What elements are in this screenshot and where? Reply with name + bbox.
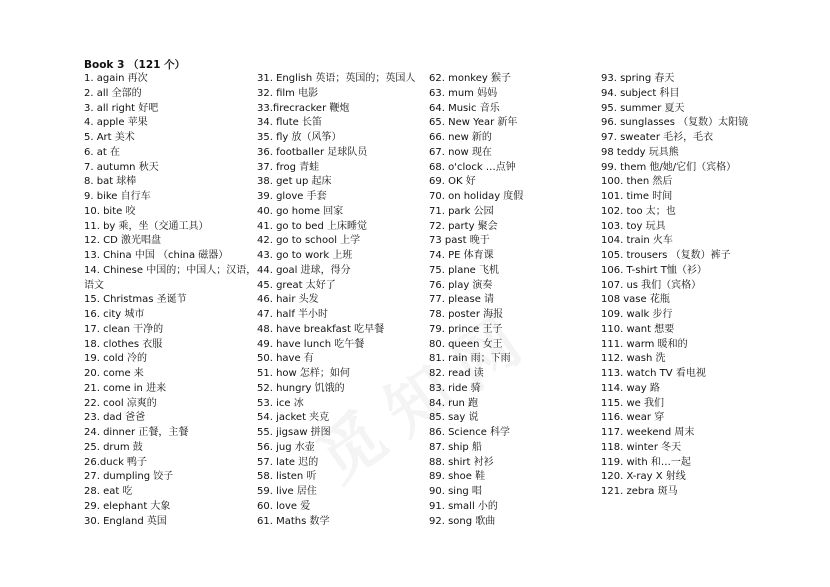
word-entry: 32. film 电影: [257, 87, 319, 99]
word-entry: 29. elephant 大象: [84, 500, 171, 512]
word-entry: 53. ice 冰: [257, 397, 304, 409]
word-entry: 43. go to work 上班: [257, 250, 353, 261]
word-entry: 7. autumn 秋天: [84, 161, 159, 173]
word-entry: 105. trousers （复数）裤子: [601, 250, 731, 261]
word-entry: 115. we 我们: [601, 397, 664, 409]
word-entry: 50. have 有: [257, 353, 314, 365]
word-entry: 27. dumpling 饺子: [84, 471, 174, 483]
word-entry: 11. by 乘，坐（交通工具）: [84, 220, 209, 232]
word-entry: 108 vase 花瓶: [601, 294, 670, 306]
word-entry: 31. English 英语；英国的；英国人: [257, 73, 416, 84]
word-entry: 45. great 太好了: [257, 279, 336, 291]
word-entry: 18. clothes 衣服: [84, 338, 163, 350]
word-entry: 56. jug 水壶: [257, 441, 315, 453]
word-entry: 37. frog 青蛙: [257, 161, 320, 173]
word-entry: 44. goal 进球，得分: [257, 264, 351, 276]
word-entry: 20. come 来: [84, 368, 144, 379]
word-entry: 51. how 怎样；如何: [257, 368, 350, 379]
word-entry: 4. apple 苹果: [84, 117, 148, 129]
word-entry: 117. weekend 周末: [601, 427, 695, 438]
word-entry: 38. get up 起床: [257, 176, 332, 188]
word-entry: 12. CD 激光唱盘: [84, 235, 161, 247]
word-entry: 79. prince 王子: [429, 323, 503, 335]
word-entry: 42. go to school 上学: [257, 235, 361, 247]
word-entry: 69. OK 好: [429, 176, 476, 188]
word-entry: 113. watch TV 看电视: [601, 368, 706, 379]
word-entry: 47. half 半小时: [257, 309, 329, 320]
word-entry: 57. late 迟的: [257, 456, 319, 468]
word-entry: 61. Maths 数学: [257, 515, 330, 527]
word-entry: 40. go home 回家: [257, 205, 344, 217]
word-entry: 99. them 他/她/它们（宾格）: [601, 161, 737, 173]
word-entry: 48. have breakfast 吃早餐: [257, 323, 385, 335]
word-entry: 23. dad 爸爸: [84, 412, 146, 424]
word-entry: 66. new 新的: [429, 132, 492, 143]
word-entry: 112. wash 洗: [601, 353, 666, 365]
word-entry: 58. listen 听: [257, 471, 317, 483]
page-title: Book 3 （121 个）: [84, 59, 186, 71]
word-entry: 100. then 然后: [601, 176, 673, 188]
word-entry: 114. way 路: [601, 382, 660, 394]
word-entry: 55. jigsaw 拼图: [257, 427, 331, 438]
word-entry: 72. party 聚会: [429, 220, 498, 232]
word-column-4: [601, 72, 781, 500]
word-entry: 116. wear 穿: [601, 412, 665, 424]
word-entry: 8. bat 球棒: [84, 176, 137, 188]
word-entry: 49. have lunch 吃午餐: [257, 338, 365, 350]
word-entry: 30. England 英国: [84, 515, 167, 527]
word-entry: 78. poster 海报: [429, 309, 504, 320]
word-entry: 110. want 想要: [601, 323, 675, 335]
word-entry: 120. X-ray X 射线: [601, 471, 686, 483]
word-entry: 118. winter 冬天: [601, 441, 682, 453]
word-entry: 102. too 太；也: [601, 205, 676, 217]
word-entry: 76. play 演奏: [429, 279, 493, 291]
word-entry: 9. bike 自行车: [84, 191, 151, 202]
word-entry: 96. sunglasses （复数）太阳镜: [601, 117, 749, 129]
word-entry: 10. bite 咬: [84, 205, 136, 217]
word-entry: 109. walk 步行: [601, 309, 673, 320]
word-entry: 93. spring 春天: [601, 73, 675, 84]
word-entry: 46. hair 头发: [257, 294, 319, 306]
word-column-1: [84, 72, 257, 529]
word-entry: 17. clean 干净的: [84, 323, 164, 335]
word-entry: 59. live 居住: [257, 486, 317, 497]
word-entry: 84. run 跑: [429, 397, 479, 409]
word-entry: 101. time 时间: [601, 191, 673, 202]
word-entry: 85. say 说: [429, 412, 479, 424]
word-entry: 97. sweater 毛衫，毛衣: [601, 132, 714, 143]
word-entry: 94. subject 科目: [601, 87, 680, 99]
word-entry: 111. warm 暖和的: [601, 338, 688, 350]
word-entry: 28. eat 吃: [84, 486, 133, 497]
word-entry: 77. please 请: [429, 294, 495, 306]
word-entry: 98 teddy 玩具熊: [601, 146, 679, 158]
word-entry: 60. love 爱: [257, 500, 311, 512]
word-entry: 88. shirt 衬衫: [429, 456, 494, 468]
word-entry: 25. drum 鼓: [84, 441, 143, 453]
word-column-2: [257, 72, 427, 529]
word-entry: 19. cold 冷的: [84, 353, 148, 365]
word-entry: 65. New Year 新年: [429, 117, 518, 129]
word-entry: 26.duck 鸭子: [84, 456, 148, 468]
word-entry: 15. Christmas 圣诞节: [84, 294, 187, 306]
word-entry: 106. T-shirt T恤（衫）: [601, 264, 707, 276]
word-entry: 13. China 中国 （china 磁器）: [84, 250, 229, 261]
word-entry: 1. again 再次: [84, 73, 148, 84]
word-entry: 119. with 和…一起: [601, 456, 691, 468]
word-column-3: [429, 72, 599, 529]
word-entry: 3. all right 好吧: [84, 102, 159, 114]
word-entry: 16. city 城市: [84, 309, 145, 320]
word-entry: 41. go to bed 上床睡觉: [257, 220, 367, 232]
word-entry: 86. Science 科学: [429, 427, 511, 438]
word-entry: 71. park 公园: [429, 205, 494, 217]
word-entry: 35. fly 放（风筝）: [257, 132, 342, 143]
word-entry: 73 past 晚于: [429, 235, 490, 247]
word-entry: 82. read 读: [429, 368, 484, 379]
word-entry: 33.firecracker 鞭炮: [257, 102, 350, 114]
word-entry: 70. on holiday 度假: [429, 191, 524, 202]
word-entry: 74. PE 体育课: [429, 250, 494, 261]
word-entry: 92. song 歌曲: [429, 515, 496, 527]
word-entry: 83. ride 骑: [429, 382, 481, 394]
word-entry: 68. o'clock …点钟: [429, 161, 516, 173]
word-entry: 5. Art 美术: [84, 132, 135, 143]
word-entry: 52. hungry 饥饿的: [257, 382, 345, 394]
word-entry: 39. glove 手套: [257, 191, 327, 202]
word-entry: 36. footballer 足球队员: [257, 146, 368, 158]
word-entry: 95. summer 夏天: [601, 102, 685, 114]
word-entry: 2. all 全部的: [84, 87, 142, 99]
word-entry: 64. Music 音乐: [429, 102, 500, 114]
word-entry: 24. dinner 正餐，主餐: [84, 427, 189, 438]
word-entry: 90. sing 唱: [429, 486, 482, 497]
word-entry: 80. queen 女王: [429, 338, 503, 350]
word-entry: 87. ship 船: [429, 441, 482, 453]
word-entry: 107. us 我们（宾格）: [601, 279, 702, 291]
word-entry: 62. monkey 猴子: [429, 73, 511, 84]
word-entry: 104. train 火车: [601, 235, 673, 247]
word-entry: 34. flute 长笛: [257, 117, 322, 129]
word-entry: 语文: [84, 279, 104, 291]
word-entry: 54. jacket 夹克: [257, 412, 330, 424]
word-entry: 14. Chinese 中国的；中国人；汉语，: [84, 264, 257, 276]
word-entry: 21. come in 进来: [84, 382, 167, 394]
word-entry: 121. zebra 斑马: [601, 486, 678, 497]
word-entry: 75. plane 飞机: [429, 264, 500, 276]
word-entry: 81. rain 雨；下雨: [429, 353, 511, 365]
word-entry: 6. at 在: [84, 146, 120, 158]
word-entry: 63. mum 妈妈: [429, 87, 498, 99]
word-entry: 89. shoe 鞋: [429, 471, 486, 483]
word-entry: 22. cool 凉爽的: [84, 397, 157, 409]
word-entry: 103. toy 玩具: [601, 220, 666, 232]
word-entry: 67. now 现在: [429, 146, 492, 158]
word-entry: 91. small 小的: [429, 500, 498, 512]
